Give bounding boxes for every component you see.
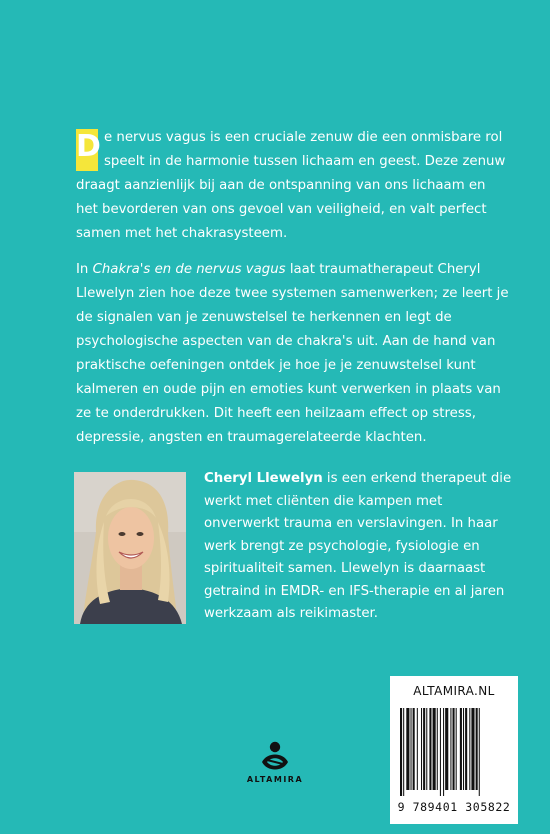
blurb-paragraph-1 (76, 126, 508, 246)
author-photo (74, 472, 186, 624)
barcode-icon (400, 708, 508, 796)
blurb-paragraph-2-intro: In (76, 262, 93, 277)
blurb-paragraph-2 (76, 258, 516, 450)
altamira-logo-icon (261, 740, 289, 772)
author-bio (204, 468, 514, 626)
drop-cap: D (76, 129, 98, 171)
author-bio-text: is een erkend therapeut die werkt met cliënten die kampen met onverwerkt trauma en verslavingen. In haar werk brengt ze psychologie, fysiologie en spiritualiteit samen. Llewelyn is daarnaast getraind in EMDR- en IFS-therapie en al jaren werkzaam als reikimaster. (204, 471, 512, 621)
book-title-italic: Chakra's en de nervus vagus (92, 262, 286, 277)
isbn-number: 9 789401 305822 (397, 800, 511, 814)
blurb-paragraph-1-text: e nervus vagus is een cruciale zenuw die een onmisbare rol speelt in de harmonie tussen lichaam en geest. Deze zenuw draagt aanzienlijk bij aan de ontspanning van ons lichaam en het bevorderen van ons gevoel van veiligheid, en valt perfect samen met het chakrasysteem. (76, 130, 506, 241)
blurb-paragraph-2-text: laat traumatherapeut Cheryl Llewelyn zien hoe deze twee systemen samenwerken; ze leert je de signalen van je zenuwstelsel te herkennen en legt de psychologische aspecten van de chakra's uit. Aan de hand van praktische oefeningen ontdek je hoe je je zenuwstelsel kunt kalmeren en oude pijn en emoties kunt verwerken in plaats van ze te onderdrukken. Dit heeft een heilzaam effect op stress, depressie, angsten en traumagerelateerde klachten. (76, 262, 509, 445)
publisher-url: ALTAMIRA.NL (413, 684, 495, 698)
author-name: Cheryl Llewelyn (204, 471, 323, 486)
publisher-name: ALTAMIRA (246, 775, 304, 784)
barcode-box (390, 676, 518, 824)
author-portrait-icon (74, 472, 186, 624)
publisher-logo (242, 740, 308, 784)
